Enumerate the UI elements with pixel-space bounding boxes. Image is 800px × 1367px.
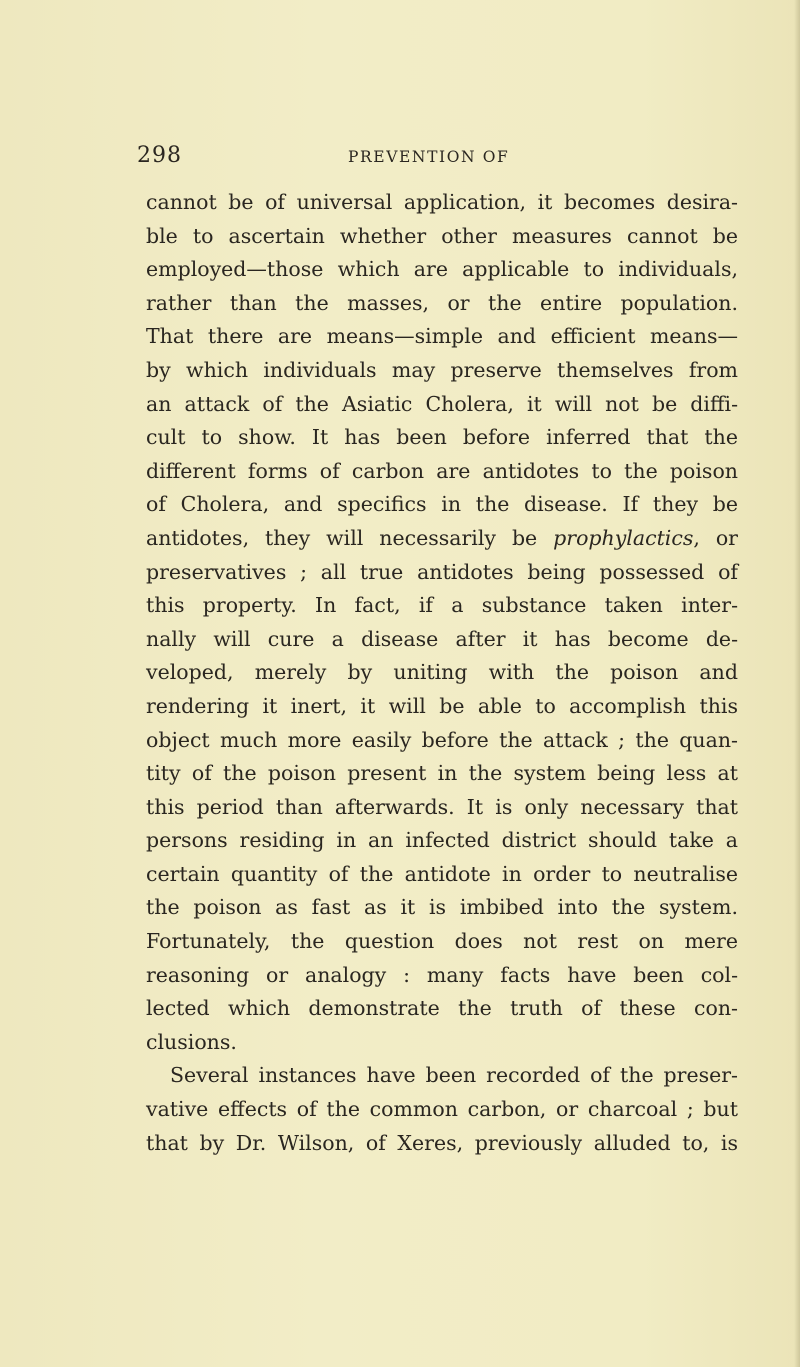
body-text	[146, 186, 738, 1160]
paragraph-end-line: clusions.	[146, 1029, 237, 1054]
text-line: an attack of the Asiatic Cholera, it will not be diffi-	[146, 391, 738, 416]
text-line: certain quantity of the antidote in order to neutralise	[146, 861, 738, 886]
text-line: that by Dr. Wilson, of Xeres, previously alluded to, is	[146, 1130, 738, 1155]
text-line: this property. In fact, if a substance taken inter-	[146, 593, 738, 618]
text-line: Fortunately, the question does not rest on mere	[146, 929, 738, 954]
text-segment: antidotes, they will necessarily be	[146, 525, 554, 550]
text-line: employed—those which are applicable to individuals,	[146, 257, 738, 282]
text-line-with-italic	[146, 522, 738, 556]
page-edge-shadow	[794, 0, 800, 1367]
text-line: ble to ascertain whether other measures cannot be	[146, 223, 738, 248]
text-line: veloped, merely by uniting with the poison and	[146, 660, 738, 685]
text-line: this period than afterwards. It is only necessary that	[146, 794, 738, 819]
italic-term: prophylactics	[553, 525, 694, 550]
text-line: persons residing in an infected district should take a	[146, 828, 738, 853]
page-number: 298	[137, 143, 182, 168]
text-line: reasoning or analogy : many facts have been col-	[146, 962, 738, 987]
text-segment: , or	[693, 525, 738, 550]
text-line: by which individuals may preserve themselves from	[146, 357, 738, 382]
text-line: That there are means—simple and efficient means—	[146, 324, 738, 349]
paragraph-start-line: Several instances have been recorded of the preser-	[170, 1063, 738, 1088]
text-line: nally will cure a disease after it has become de-	[146, 626, 738, 651]
text-line: rather than the masses, or the entire population.	[146, 290, 738, 315]
text-line: cannot be of universal application, it becomes desira-	[146, 190, 738, 214]
text-line: vative effects of the common carbon, or charcoal ; but	[146, 1097, 738, 1122]
text-line: different forms of carbon are antidotes to the poison	[146, 458, 738, 483]
text-line: of Cholera, and specifics in the disease. If they be	[146, 492, 738, 517]
page-header	[137, 143, 737, 173]
text-line: lected which demonstrate the truth of these con-	[146, 996, 738, 1021]
text-line: preservatives ; all true antidotes being possessed of	[146, 559, 738, 584]
text-line: cult to show. It has been before inferred that the	[146, 425, 738, 450]
text-line: the poison as fast as it is imbibed into the system.	[146, 895, 738, 920]
text-line: rendering it inert, it will be able to accomplish this	[146, 693, 738, 718]
text-line: tity of the poison present in the system being less at	[146, 761, 738, 786]
running-head: PREVENTION OF	[348, 148, 510, 166]
text-line: object much more easily before the attack ; the quan-	[146, 727, 738, 752]
